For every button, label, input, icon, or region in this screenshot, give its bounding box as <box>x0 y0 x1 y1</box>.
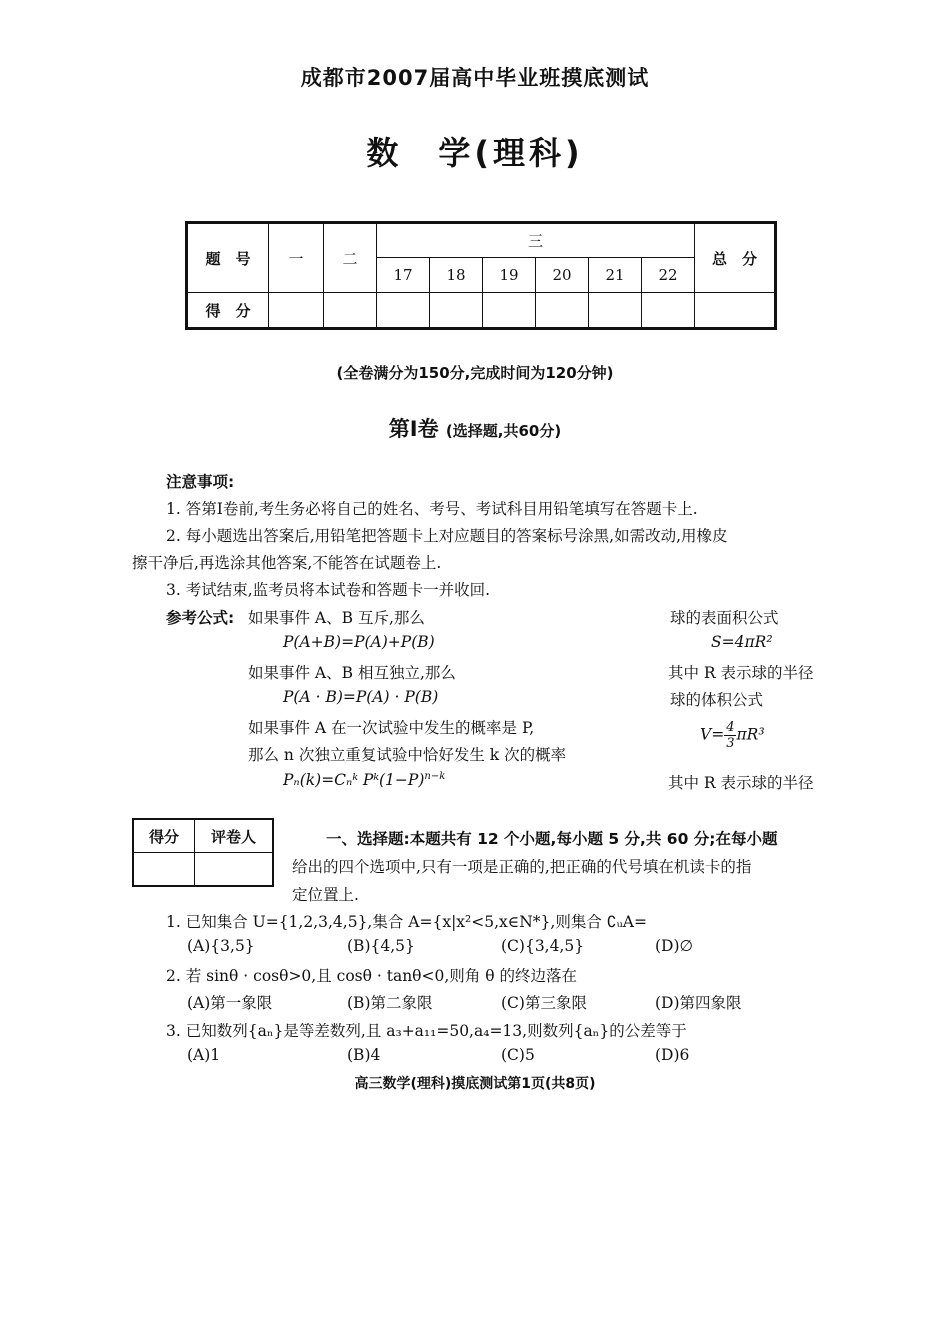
score-cell[interactable] <box>430 293 483 329</box>
part1-subtitle: (选择题,共60分) <box>445 422 562 440</box>
exam-title: 成都市2007届高中毕业班摸底测试 <box>300 66 650 90</box>
formula-label: 参考公式: <box>166 609 235 627</box>
q2-option-c: (C)第三象限 <box>501 994 587 1012</box>
score-cell[interactable] <box>642 293 695 329</box>
exam-note: (全卷满分为150分,完成时间为120分钟) <box>336 364 614 382</box>
formula-binomial-exp: n−k <box>424 771 446 782</box>
col-total: 总 分 <box>695 223 776 293</box>
q3-option-a: (A)1 <box>187 1046 221 1064</box>
q2-option-a: (A)第一象限 <box>187 994 273 1012</box>
score-table <box>185 221 777 330</box>
sub-col: 19 <box>483 258 536 293</box>
grader-box <box>132 818 274 887</box>
q2-option-d: (D)第四象限 <box>655 994 742 1012</box>
score-cell[interactable] <box>695 293 776 329</box>
section1-text: 一、选择题:本题共有 12 个小题,每小题 5 分,共 60 分;在每小题 <box>326 830 778 848</box>
col-two: 二 <box>324 223 377 293</box>
volume-right: πR³ <box>736 725 765 744</box>
notice-item-2-cont: 擦干净后,再选涂其他答案,不能答在试题卷上. <box>132 554 442 572</box>
part1-heading <box>0 413 950 443</box>
formula-line: 那么 n 次独立重复试验中恰好发生 k 次的概率 <box>248 746 567 764</box>
notice-item-3: 3. 考试结束,监考员将本试卷和答题卡一并收回. <box>166 581 491 599</box>
question-1: 1. 已知集合 U={1,2,3,4,5},集合 A={x|x²<5,x∈N*},则集合 ∁ᵤA= <box>166 913 647 931</box>
q3-option-c: (C)5 <box>501 1046 535 1064</box>
formula-line: 如果事件 A 在一次试验中发生的概率是 P, <box>248 719 535 737</box>
q1-option-c: (C){3,4,5} <box>501 937 585 955</box>
score-cell[interactable] <box>589 293 642 329</box>
q1-option-d: (D)∅ <box>655 937 694 955</box>
q1-option-a: (A){3,5} <box>187 937 255 955</box>
page-footer: 高三数学(理科)摸底测试第1页(共8页) <box>354 1076 596 1092</box>
formula-line: 如果事件 A、B 相互独立,那么 <box>248 664 456 682</box>
grader-score-label: 得分 <box>133 819 195 853</box>
formula-line: P(A+B)=P(A)+P(B) <box>283 633 435 651</box>
section1-line2: 给出的四个选项中,只有一项是正确的,把正确的代号填在机读卡的指 <box>292 858 752 876</box>
score-cell[interactable] <box>536 293 589 329</box>
notice-item-2: 2. 每小题选出答案后,用铅笔把答题卡上对应题目的答案标号涂黑,如需改动,用橡皮 <box>166 527 728 545</box>
q1-option-b: (B){4,5} <box>347 937 415 955</box>
q3-option-b: (B)4 <box>347 1046 381 1064</box>
grader-name-label: 评卷人 <box>195 819 274 853</box>
fraction-numerator: 4 <box>726 720 735 735</box>
score-cell[interactable] <box>377 293 430 329</box>
question-3: 3. 已知数列{aₙ}是等差数列,且 a₃+a₁₁=50,a₄=13,则数列{aₙ}的公差等于 <box>166 1022 687 1040</box>
sphere-radius-note: 其中 R 表示球的半径 <box>668 774 814 792</box>
sub-col: 17 <box>377 258 430 293</box>
grader-score-cell[interactable] <box>133 853 195 887</box>
q3-option-d: (D)6 <box>655 1046 690 1064</box>
score-cell[interactable] <box>269 293 324 329</box>
subject-title: 数 学(理科) <box>366 134 584 172</box>
formula-line: 如果事件 A、B 互斥,那么 <box>248 609 425 627</box>
volume-left: V= <box>700 725 725 744</box>
sub-col: 21 <box>589 258 642 293</box>
row-label-score: 得 分 <box>187 293 269 329</box>
sphere-volume-formula <box>700 720 765 751</box>
grader-name-cell[interactable] <box>195 853 274 887</box>
sphere-area-title: 球的表面积公式 <box>670 609 779 627</box>
sphere-area-formula: S=4πR² <box>711 633 773 651</box>
row-label-number: 题 号 <box>187 223 269 293</box>
notice-heading: 注意事项: <box>166 473 235 491</box>
question-2: 2. 若 sinθ · cosθ>0,且 cosθ · tanθ<0,则角 θ 的终边落在 <box>166 967 577 985</box>
notice-item-1: 1. 答第Ⅰ卷前,考生务必将自己的姓名、考号、考试科目用铅笔填写在答题卡上. <box>166 500 698 518</box>
section1-line1 <box>326 827 777 849</box>
sphere-radius-note: 其中 R 表示球的半径 <box>668 664 814 682</box>
fraction-denominator: 3 <box>726 736 735 751</box>
q2-option-b: (B)第二象限 <box>347 994 433 1012</box>
col-one: 一 <box>269 223 324 293</box>
part1-title: 第Ⅰ卷 <box>388 417 439 441</box>
sphere-volume-title: 球的体积公式 <box>670 691 764 709</box>
volume-fraction <box>724 720 736 751</box>
score-cell[interactable] <box>483 293 536 329</box>
sub-col: 22 <box>642 258 695 293</box>
section1-line3: 定位置上. <box>292 886 359 904</box>
formula-binomial <box>283 771 445 789</box>
sub-col: 18 <box>430 258 483 293</box>
formula-binomial-main: Pₙ(k)=Cₙᵏ Pᵏ(1−P) <box>283 771 425 790</box>
formula-line: P(A · B)=P(A) · P(B) <box>283 688 439 706</box>
col-three: 三 <box>377 223 695 258</box>
score-cell[interactable] <box>324 293 377 329</box>
sub-col: 20 <box>536 258 589 293</box>
